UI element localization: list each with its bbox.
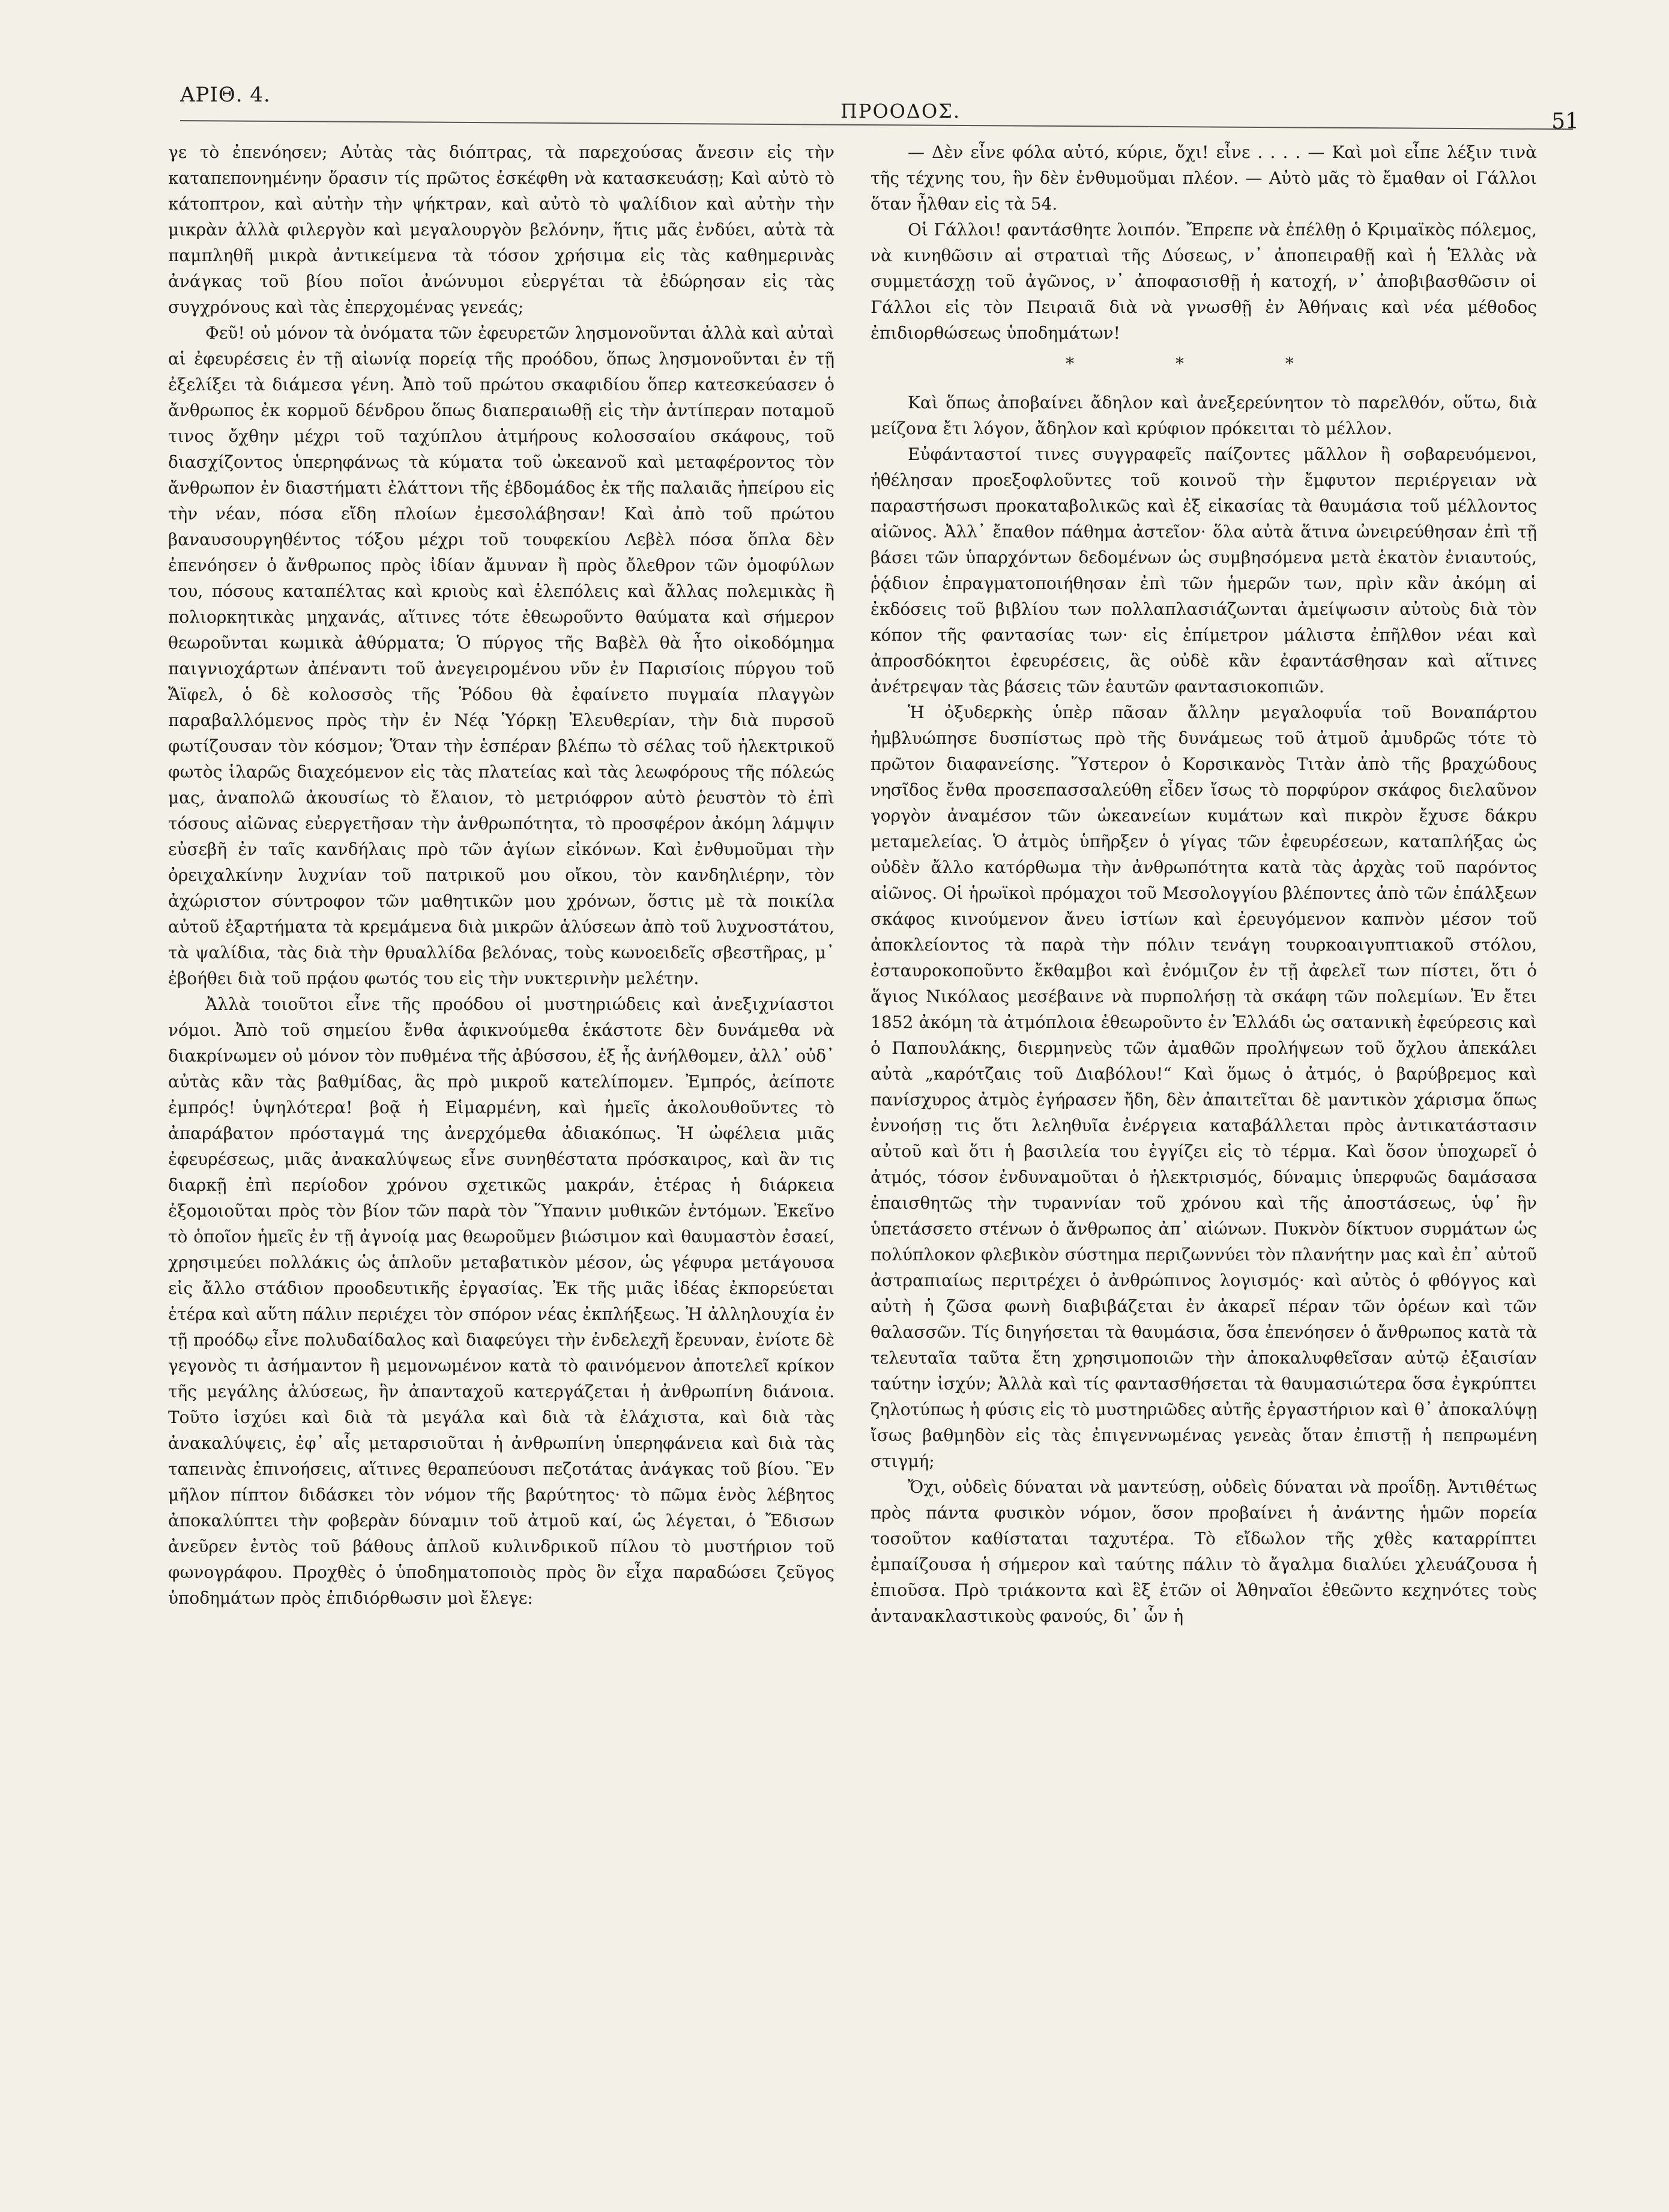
paragraph: Ἀλλὰ τοιοῦτοι εἶνε τῆς προόδου οἱ μυστηριώδεις καὶ ἀνεξιχνίαστοι νόμοι. Ἀπὸ τοῦ σημείου ἔνθα ἀφικνούμεθα ἑκάστοτε δὲν δυνάμεθα νὰ διακρίνωμεν οὐ μόνον τὸν πυθμένα τῆς ἀβύσσου, ἐξ ἧς ἀνήλθομεν, ἀλλ᾿ οὐδ᾿ αὐτὰς κἂν τὰς βαθμίδας, ἃς πρὸ μικροῦ κατελίπομεν. Ἐμπρός, ἀείποτε ἐμπρός! ὑψηλότερα! βοᾷ ἡ Εἱμαρμένη, καὶ ἡμεῖς ἀκολουθοῦντες τὸ ἀπαράβατον πρόσταγμά της ἀνερχόμεθα ἀδιακόπως. Ἡ ὠφέλεια μιᾶς ἐφευρέσεως, μιᾶς ἀνακαλύψεως εἶνε συνηθέστατα πρόσκαιρος, καὶ ἂν τις διαρκῇ ἐπὶ περίοδον χρόνου σχετικῶς μακράν, ἑτέρας ἡ διάρκεια ἐξομοιοῦται πρὸς τὸν βίον τῶν παρὰ τὸν Ὕπανιν μυθικῶν ἐντόμων. Ἐκεῖνο τὸ ὁποῖον ἡμεῖς ἐν τῇ ἀγνοίᾳ μας θεωροῦμεν βιώσιμον καὶ θαυμαστὸν ἐσαεί, χρησιμεύει πολλάκις ὡς ἁπλοῦν μεταβατικὸν μέσον, ὡς γέφυρα μετάγουσα εἰς ἄλλο στάδιον προοδευτικῆς ἐργασίας. Ἐκ τῆς μιᾶς ἰδέας ἐκπορεύεται ἑτέρα καὶ αὕτη πάλιν περιέχει τὸν σπόρον νέας ἐκπλήξεως. Ἡ ἀλληλουχία ἐν τῇ προόδῳ εἶνε πολυδαίδαλος καὶ διαφεύγει τὴν ἐνδελεχῆ ἔρευναν, ἐνίοτε δὲ γεγονὸς τι ἀσήμαντον ἢ μεμονωμένον κατὰ τὸ φαινόμενον ἀποτελεῖ κρίκον τῆς μεγάλης ἁλύσεως, ἣν ἀπανταχοῦ κατεργάζεται ἡ ἀνθρωπίνη διάνοια. Τοῦτο ἰσχύει καὶ διὰ τὰ μεγάλα καὶ διὰ τὰ ἐλάχιστα, καὶ διὰ τὰς ἀνακαλύψεις, ἐφ᾿ αἷς μεταρσιοῦται ἡ ἀνθρωπίνη ὑπερηφάνεια καὶ διὰ τὰς ταπεινὰς ἐπινοήσεις, αἵτινες θεραπεύουσι πεζοτάτας ἀνάγκας τοῦ βίου. Ἓν μῆλον πίπτον διδάσκει τὸν νόμον τῆς βαρύτητος· τὸ πῶμα ἑνὸς λέβητος ἀποκαλύπτει τὴν φοβερὰν δύναμιν τοῦ ἀτμοῦ καί, ὡς λέγεται, ὁ Ἔδισων ἀνεῦρεν ἐντὸς τοῦ βάθους ἁπλοῦ κυλινδρικοῦ πίλου τὸ μυστήριον τοῦ φωνογράφου. Προχθὲς ὁ ὑποδηματοποιὸς πρὸς ὃν εἶχα παραδώσει ζεῦγος ὑποδημάτων πρὸς ἐπιδιόρθωσιν μοὶ ἔλεγε:: [168, 994, 834, 1608]
paragraph: Καὶ ὅπως ἀποβαίνει ἄδηλον καὶ ἀνεξερεύνητον τὸ παρελθόν, οὕτω, διὰ μείζονα ἔτι λόγον, ἄδηλον καὶ κρύφιον πρόκειται τὸ μέλλον.: [871, 393, 1537, 438]
section-break: * * *: [1066, 354, 1342, 373]
issue-number: ΑΡΙΘ. 4.: [180, 83, 271, 107]
left-column: [168, 139, 834, 1611]
paragraph: — Δὲν εἶνε φόλα αὐτό, κύριε, ὄχι! εἶνε . . . . — Καὶ μοὶ εἶπε λέξιν τινὰ τῆς τέχνης του, ἣν δὲν ἐνθυμοῦμαι πλέον. — Αὐτὸ μᾶς τὸ ἔμαθαν οἱ Γάλλοι ὅταν ἦλθαν εἰς τὰ 54.: [871, 142, 1537, 214]
paragraph: Ὄχι, οὐδεὶς δύναται νὰ μαντεύσῃ, οὐδεὶς δύναται νὰ προΐδῃ. Ἀντιθέτως πρὸς πάντα φυσικὸν νόμον, ὅσον προβαίνει ἡ ἀνάντης ἡμῶν πορεία τοσοῦτον καθίσταται ταχυτέρα. Τὸ εἴδωλον τῆς χθὲς καταρρίπτει ἐμπαίζουσα ἡ σήμερον καὶ ταύτης πάλιν τὸ ἄγαλμα διαλύει χλευάζουσα ἡ ἐπιοῦσα. Πρὸ τριάκοντα καὶ ἓξ ἐτῶν οἱ Ἀθηναῖοι ἐθεῶντο κεχηνότες τοὺς ἀντανακλαστικοὺς φανούς, δι᾿ ὧν ἡ: [871, 1477, 1537, 1626]
right-column: [871, 139, 1537, 1629]
paragraph: Οἱ Γάλλοι! φαντάσθητε λοιπόν. Ἔπρεπε νὰ ἐπέλθῃ ὁ Κριμαϊκὸς πόλεμος, νὰ κινηθῶσιν αἱ στρατιαὶ τῆς Δύσεως, ν᾿ ἀποπειραθῇ καὶ ἡ Ἑλλὰς νὰ συμμετάσχῃ τοῦ ἀγῶνος, ν᾿ ἀποφασισθῇ ἡ κατοχή, ν᾿ ἀποβιβασθῶσιν οἱ Γάλλοι εἰς τὸν Πειραιᾶ διὰ νὰ γνωσθῇ ἐν Ἀθήναις καὶ νέα μέθοδος ἐπιδιορθώσεως ὑποδημάτων!: [871, 220, 1537, 343]
page-number: 51: [1551, 109, 1579, 134]
paragraph: Ἡ ὀξυδερκὴς ὑπὲρ πᾶσαν ἄλλην μεγαλοφυΐα τοῦ Βοναπάρτου ἠμβλυώπησε δυσπίστως πρὸ τῆς δυνάμεως τοῦ ἀτμοῦ ἀμυδρῶς τότε τὸ πρῶτον διαφανείσης. Ὕστερον ὁ Κορσικανὸς Τιτὰν ἀπὸ τῆς βραχώδους νησῖδος ἔνθα προσεπασσαλεύθη εἶδεν ἴσως τὸ πορφύρον σκάφος διελαῦνον γοργὸν ἀναμέσον τῶν ὠκεανείων κυμάτων καὶ πικρὸν ἔχυσε δάκρυ μεταμελείας. Ὁ ἀτμὸς ὑπῆρξεν ὁ γίγας τῶν ἐφευρέσεων, καταπλήξας ὡς οὐδὲν ἄλλο κατόρθωμα τὴν ἀνθρωπότητα κατὰ τὰς ἀρχὰς τοῦ παρόντος αἰῶνος. Οἱ ἡρωϊκοὶ πρόμαχοι τοῦ Μεσολογγίου βλέποντες ἀπὸ τῶν ἐπάλξεων σκάφος κινούμενον ἄνευ ἱστίων καὶ ἐρευγόμενον καπνὸν μέσον τοῦ ἀποκλείοντος τὰ παρὰ τὴν πόλιν τενάγη τουρκοαιγυπτιακοῦ στόλου, ἐσταυροκοποῦντο ἔκθαμβοι καὶ ἐνόμιζον ἐν τῇ ἀφελεῖ των πίστει, ὅτι ὁ ἅγιος Νικόλαος μεσέβαινε νὰ πυρπολήσῃ τὰ σκάφη τῶν πολεμίων. Ἐν ἔτει 1852 ἀκόμη τὰ ἀτμόπλοια ἐθεωροῦντο ἐν Ἑλλάδι ὡς σατανικὴ ἐφεύρεσις καὶ ὁ Παπουλάκης, διερμηνεὺς τῶν ἀμαθῶν προλήψεων τοῦ ὄχλου ἀπεκάλει αὐτὰ „καρότζαις τοῦ Διαβόλου!“ Καὶ ὅμως ὁ ἀτμός, ὁ βαρύβρεμος καὶ πανίσχυρος ἀτμὸς ἐγήρασεν ἤδη, δὲν ἀπαιτεῖται δὲ μαντικὸν χάρισμα ὅπως ἐννοήσῃ τις ὅτι λεληθυῖα ἐνέργεια καταβάλλεται πρὸς ἀντικατάστασιν αὐτοῦ καὶ ὅτι ἡ βασιλεία του ἐγγίζει εἰς τὸ τέρμα. Καὶ ὅσον ὑποχωρεῖ ὁ ἀτμός, τόσον ἐνδυναμοῦται ὁ ἠλεκτρισμός, δύναμις ὑπερφυῶς δαμάσασα ἐπαισθητῶς τὴν τυραννίαν τοῦ χρόνου καὶ τῆς ἀποστάσεως, ὑφ᾿ ἣν ὑπετάσσετο στένων ὁ ἄνθρωπος ἀπ᾿ αἰώνων. Πυκνὸν δίκτυον συρμάτων ὡς πολύπλοκον φλεβικὸν σύστημα περιζωννύει τὸν πλανήτην μας καὶ ἐπ᾿ αὐτοῦ ἀστραπιαίως περιτρέχει ὁ ἀνθρώπινος λογισμός· καὶ αὐτὸς ὁ φθόγγος καὶ αὐτὴ ἡ ζῶσα φωνὴ διαβιβάζεται ἐν ἀκαρεῖ πέραν τῶν ὀρέων καὶ τῶν θαλασσῶν. Τίς διηγήσεται τὰ θαυμάσια, ὅσα ἐπενόησεν ὁ ἄνθρωπος κατὰ τὰ τελευταῖα ταῦτα ἔτη χρησιμοποιῶν τὴν ἀποκαλυφθεῖσαν αὐτῷ ἐξαισίαν ταύτην ἰσχύν; Ἀλλὰ καὶ τίς φαντασθήσεται τὰ θαυμασιώτερα ὅσα ἐγκρύπτει ζηλοτύπως ἡ φύσις εἰς τὸ μυστηριῶδες αὐτῆς ἐργαστήριον καὶ θ᾿ ἀποκαλύψῃ ἴσως βαθμηδὸν εἰς τὰς ἐπιγεννωμένας γενεὰς ὅταν ἐπιστῇ ἡ πεπρωμένη στιγμή;: [871, 703, 1537, 1471]
paragraph: γε τὸ ἐπενόησεν; Αὐτὰς τὰς διόπτρας, τὰ παρεχούσας ἄνεσιν εἰς τὴν καταπεπονημένην ὅρασιν τίς πρῶτος ἐσκέφθη νὰ κατασκευάσῃ; Καὶ αὐτὸ τὸ κάτοπτρον, καὶ αὐτὴν τὴν ψήκτραν, καὶ αὐτὸ τὸ ψαλίδιον καὶ αὐτὴν τὴν μικρὰν ἀλλὰ φιλεργὸν καὶ μεγαλουργὸν βελόνην, ἥτις μᾶς ἐνδύει, αὐτὰ τὰ παμπληθῆ μικρὰ ἀντικείμενα τὰ τόσον χρήσιμα εἰς τὰς καθημερινὰς ἀνάγκας τοῦ βίου ποῖοι ἀνώνυμοι εὐεργέται τὰ ἐδώρησαν εἰς τὰς συγχρόνους καὶ τὰς ἐπερχομένας γενεάς;: [168, 142, 834, 317]
journal-title: ΠΡΟΟΔΟΣ.: [841, 100, 961, 122]
paragraph: Φεῦ! οὐ μόνον τὰ ὀνόματα τῶν ἐφευρετῶν λησμονοῦνται ἀλλὰ καὶ αὐταὶ αἱ ἐφευρέσεις ἐν τῇ αἰωνίᾳ πορείᾳ τῆς προόδου, ὅπως λησμονοῦνται ἐν τῇ ἐξελίξει τὰ διάμεσα γένη. Ἀπὸ τοῦ πρώτου σκαφιδίου ὅπερ κατεσκεύασεν ὁ ἄνθρωπος ἐκ κορμοῦ δένδρου ὅπως διαπεραιωθῇ εἰς τὴν ἀντίπεραν ποταμοῦ τινος ὄχθην μέχρι τοῦ ταχύπλου ἀτμήρους κολοσσαίου σκάφους, τοῦ διασχίζοντος ὑπερηφάνως τὰ κύματα τοῦ ὠκεανοῦ καὶ μεταφέροντος τὸν ἄνθρωπον ἐν διαστήματι ἐλάττονι τῆς ἑβδομάδος ἐκ τῆς παλαιᾶς ἠπείρου εἰς τὴν νέαν, πόσα εἴδη πλοίων ἐμεσολάβησαν! Καὶ ἀπὸ τοῦ πρώτου βαναυσουργηθέντος τόξου μέχρι τοῦ τουφεκίου Λεβὲλ πόσα ὅπλα δὲν ἐπενόησεν ὁ ἄνθρωπος πρὸς ἰδίαν ἄμυναν ἢ πρὸς ὄλεθρον τῶν ὁμοφύλων του, πόσους καταπέλτας καὶ κριοὺς καὶ ἑλεπόλεις καὶ ἄλλας πολεμικὰς ἢ πολιορκητικὰς μηχανάς, αἵτινες τότε ἐθεωροῦντο θαύματα καὶ σήμερον θεωροῦνται κωμικὰ ἀθύρματα; Ὁ πύργος τῆς Βαβὲλ θὰ ἦτο οἰκοδόμημα παιγνιοχάρτων ἀπέναντι τοῦ ἀνεγειρομένου νῦν ἐν Παρισίοις πύργου τοῦ Ἄϊφελ, ὁ δὲ κολοσσὸς τῆς Ῥόδου θὰ ἐφαίνετο πυγμαία πλαγγὼν παραβαλλόμενος πρὸς τὴν ἐν Νέᾳ Ὑόρκῃ Ἐλευθερίαν, τὴν διὰ πυρσοῦ φωτίζουσαν τὸν κόσμον; Ὅταν τὴν ἑσπέραν βλέπω τὸ σέλας τοῦ ἠλεκτρικοῦ φωτὸς ἱλαρῶς διαχεόμενον εἰς τὰς πλατείας καὶ τὰς λεωφόρους τῆς πόλεώς μας, ἀναπολῶ ἀκουσίως τὸ ἔλαιον, τὸ μετριόφρον αὐτὸ ῥευστὸν τὸ ἐπὶ τόσους αἰῶνας εὐεργετῆσαν τὴν ἀνθρωπότητα, τὸ προσφέρον ἀκόμη λάμψιν εὐσεβῆ ἐν ταῖς κανδήλαις πρὸ τῶν ἁγίων εἰκόνων. Καὶ ἐνθυμοῦμαι τὴν ὀρειχαλκίνην λυχνίαν τοῦ πατρικοῦ μου οἴκου, τὸν κανδηλιέρην, τὸν ἀχώριστον σύντροφον τῶν μαθητικῶν μου χρόνων, ὅστις μὲ τὰ ποικίλα αὐτοῦ ἐξαρτήματα τὰ κρεμάμενα διὰ μικρῶν ἁλύσεων ἀπὸ τοῦ λυχνοστάτου, τὰ ψαλίδια, τὰς διὰ τὴν θρυαλλίδα βελόνας, τοὺς κωνοειδεῖς σβεστῆρας, μ᾿ ἐβοήθει διὰ τοῦ πρᾴου φωτός του εἰς τὴν νυκτερινὴν μελέτην.: [168, 323, 834, 988]
paragraph: Εὐφάνταστοί τινες συγγραφεῖς παίζοντες μᾶλλον ἢ σοβαρευόμενοι, ἠθέλησαν προεξοφλοῦντες τοῦ κοινοῦ τὴν ἔμφυτον περιέργειαν νὰ παραστήσωσι προκαταβολικῶς καὶ ἐξ εἰκασίας τὰ θαυμάσια τοῦ μέλλοντος αἰῶνος. Ἀλλ᾿ ἔπαθον πάθημα ἀστεῖον· ὅλα αὐτὰ ἅτινα ὠνειρεύθησαν ἐπὶ τῇ βάσει τῶν ὑπαρχόντων δεδομένων ὡς συμβησόμενα μετὰ ἑκατὸν ἐνιαυτούς, ῥᾴδιον ἐπραγματοποιήθησαν ἐπὶ τῶν ἡμερῶν των, πρὶν κἂν ἀκόμη αἱ ἐκδόσεις τοῦ βιβλίου των πολλαπλασιάζωνται ἀμείψωσιν αὐτοὺς διὰ τὸν κόπον τῆς φαντασίας των· εἰς ἐπίμετρον μάλιστα ἐπῆλθον νέαι καὶ ἀπροσδόκητοι ἐφευρέσεις, ἃς οὐδὲ κἂν ἐφαντάσθησαν καὶ αἵτινες ἀνέτρεψαν τὰς βάσεις τῶν ἑαυτῶν φαντασιοκοπιῶν.: [871, 444, 1537, 697]
